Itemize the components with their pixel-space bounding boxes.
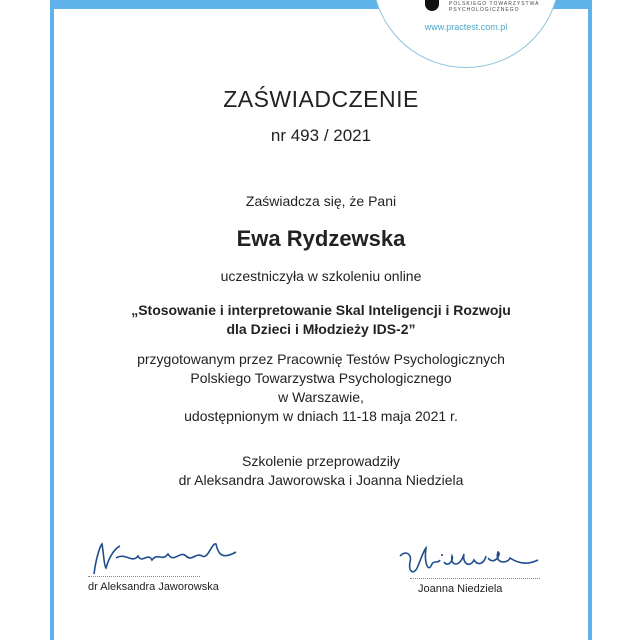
trainers-line: Szkolenie przeprowadziły	[242, 453, 400, 469]
logo-mark-icon	[425, 0, 439, 11]
logo-org-text: POLSKIEGO TOWARZYSTWA PSYCHOLOGICZNEGO	[449, 1, 540, 13]
course-title	[54, 301, 588, 339]
prep-line: przygotowanym przez Pracownię Testów Psychologicznych	[137, 351, 505, 367]
signatory-name: dr Aleksandra Jaworowska	[88, 581, 219, 593]
logo-url: www.practest.com.pl	[424, 22, 508, 32]
prep-line: Polskiego Towarzystwa Psychologicznego	[190, 370, 452, 386]
intro-text: Zaświadcza się, że Pani	[245, 193, 397, 209]
frame-right-border	[588, 0, 592, 640]
practest-logo	[372, 0, 560, 68]
signature-line	[88, 576, 200, 577]
course-title-line: dla Dzieci i Młodzieży IDS-2”	[226, 321, 416, 337]
prep-line: w Warszawie,	[278, 389, 364, 405]
signature-jaworowska	[86, 538, 246, 578]
preparation-text	[54, 350, 588, 426]
signature-niedziela	[398, 542, 548, 582]
participation-text: uczestniczyła w szkoleniu online	[220, 268, 422, 284]
trainers-text	[54, 452, 588, 490]
certificate-title: ZAŚWIADCZENIE	[223, 86, 419, 112]
signatory-name: Joanna Niedziela	[418, 583, 503, 595]
prep-line: udostępnionym w dniach 11-18 maja 2021 r.	[184, 408, 458, 424]
certificate-number: nr 493 / 2021	[270, 126, 372, 145]
course-title-line: „Stosowanie i interpretowanie Skal Inteligencji i Rozwoju	[131, 302, 511, 318]
recipient-name: Ewa Rydzewska	[236, 226, 406, 251]
signature-line	[410, 578, 540, 579]
trainers-line: dr Aleksandra Jaworowska i Joanna Niedziela	[178, 472, 464, 488]
